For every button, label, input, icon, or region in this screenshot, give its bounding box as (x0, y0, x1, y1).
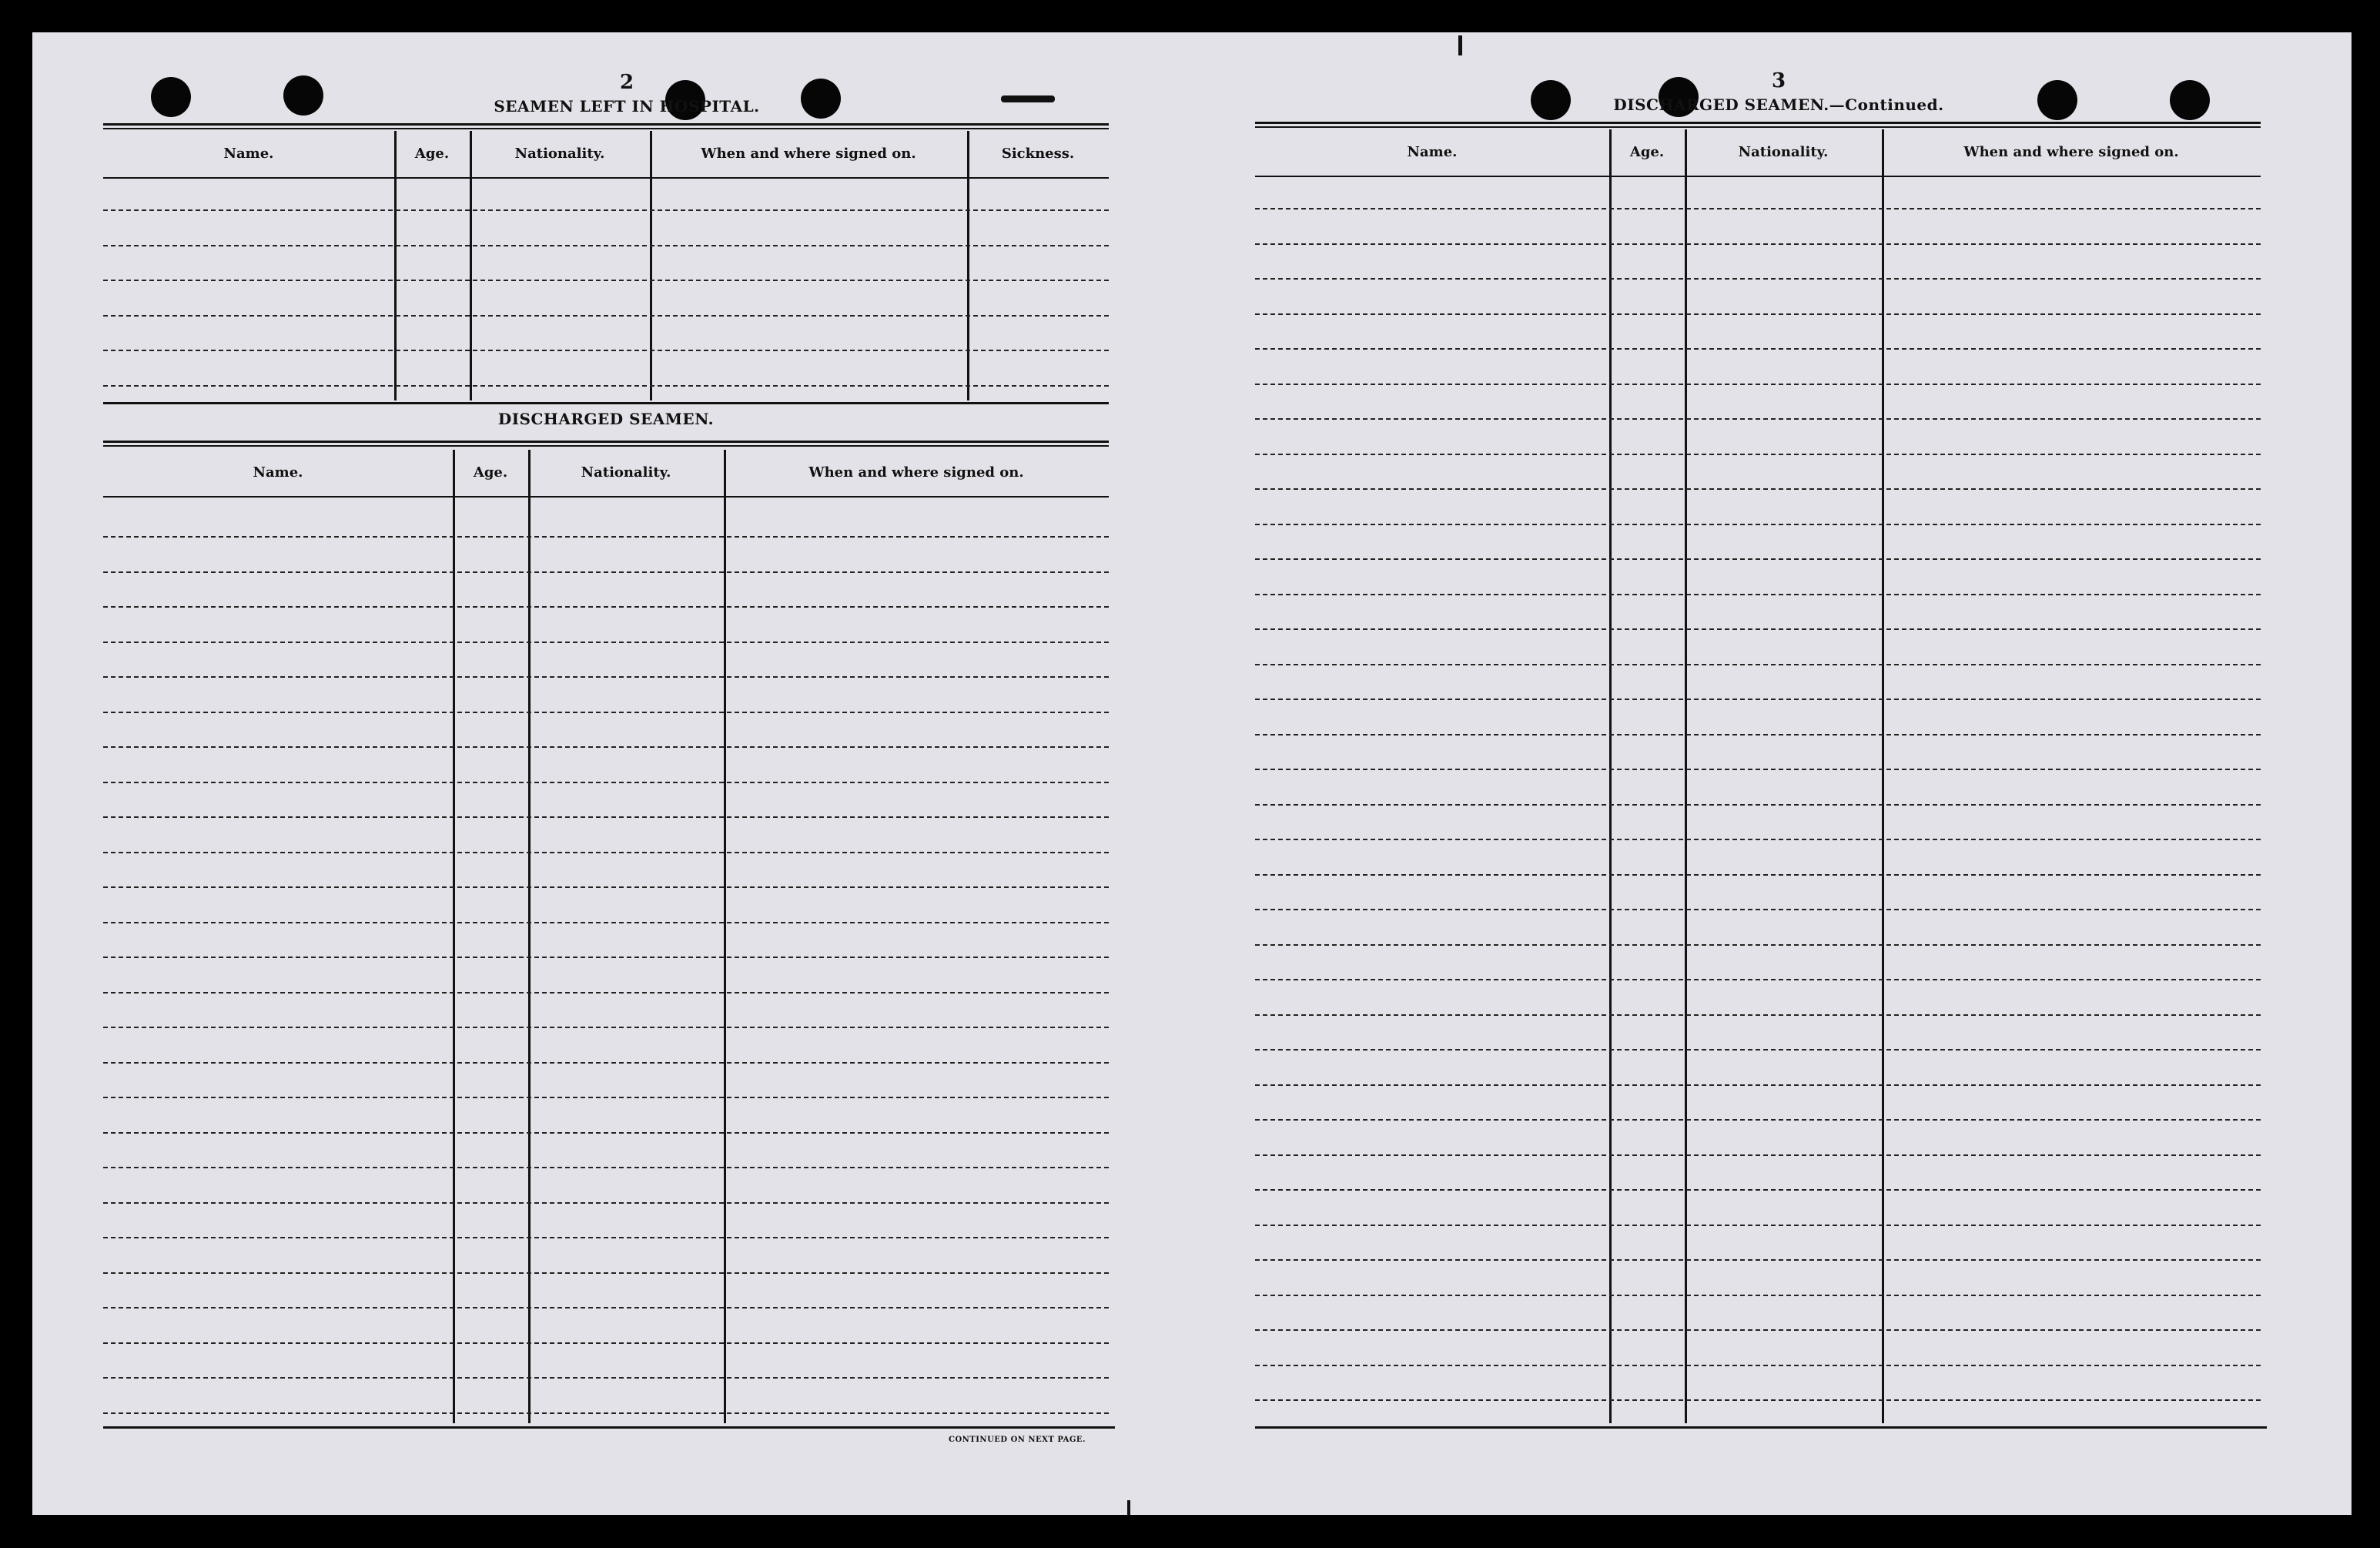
table-row (1255, 278, 2261, 280)
discharged-continued-table (1255, 129, 2261, 1423)
table-row (1255, 1189, 2261, 1191)
table-row (1255, 1014, 2261, 1016)
table-row (103, 852, 1109, 853)
table-row (103, 886, 1109, 888)
header-rule (103, 177, 1109, 179)
table-row (1255, 1329, 2261, 1331)
double-rule (103, 441, 1109, 443)
table-row (103, 1202, 1109, 1204)
table-row (1255, 558, 2261, 560)
table-row (103, 1342, 1109, 1344)
double-rule (103, 128, 1109, 129)
table-row (1255, 1049, 2261, 1050)
table-row (103, 1377, 1109, 1379)
table-row (1255, 664, 2261, 665)
table-row (1255, 979, 2261, 980)
table-row (103, 642, 1109, 643)
table-row (103, 350, 1109, 351)
column-divider (724, 450, 726, 1423)
table-row (103, 957, 1109, 958)
table-row (103, 536, 1109, 538)
table-row (1255, 699, 2261, 700)
table-row (103, 1237, 1109, 1238)
column-header-nationality: Nationality. (514, 146, 605, 162)
table-row (103, 1097, 1109, 1098)
hospital-table (103, 131, 1109, 400)
table-row (103, 922, 1109, 923)
hospital-section-title: SEAMEN LEFT IN HOSPITAL. (494, 97, 760, 116)
table-row (103, 315, 1109, 317)
page-number: 3 (1771, 69, 1786, 92)
column-header-sickness: Sickness. (1001, 146, 1075, 162)
column-divider (1685, 129, 1687, 1423)
column-divider (470, 131, 472, 400)
column-divider (394, 131, 397, 400)
table-row (1255, 1295, 2261, 1296)
column-header-age: Age. (1629, 144, 1665, 160)
header-rule (103, 496, 1109, 498)
table-row (1255, 418, 2261, 420)
table-row (1255, 1084, 2261, 1086)
discharged-table (103, 450, 1109, 1423)
column-divider (1882, 129, 1884, 1423)
fold-mark (1127, 1500, 1130, 1515)
table-row (103, 1132, 1109, 1134)
ink-smudge (1458, 35, 1462, 55)
column-divider (967, 131, 969, 400)
table-row (1255, 769, 2261, 770)
column-divider (453, 450, 455, 1423)
table-row (1255, 839, 2261, 840)
page-number: 2 (619, 71, 634, 94)
table-row (1255, 488, 2261, 490)
column-header-name: Name. (253, 464, 303, 481)
table-row (1255, 944, 2261, 946)
table-row (103, 571, 1109, 573)
table-row (103, 245, 1109, 246)
table-row (103, 1062, 1109, 1064)
table-row (1255, 804, 2261, 806)
table-row (1255, 348, 2261, 350)
column-header-signed-on: When and where signed on. (701, 146, 916, 162)
table-row (103, 992, 1109, 993)
table-row (103, 1027, 1109, 1028)
column-header-age: Age. (414, 146, 450, 162)
column-header-nationality: Nationality. (1738, 144, 1829, 160)
discharged-section-title: DISCHARGED SEAMEN. (497, 410, 715, 428)
table-row (103, 676, 1109, 678)
table-row (1255, 594, 2261, 595)
table-row (103, 209, 1109, 211)
column-header-signed-on: When and where signed on. (1963, 144, 2179, 160)
table-row (1255, 1225, 2261, 1226)
table-row (103, 1167, 1109, 1168)
double-rule (1255, 122, 2261, 124)
table-row (103, 1412, 1109, 1414)
column-header-signed-on: When and where signed on. (808, 464, 1024, 481)
table-row (1255, 243, 2261, 245)
table-row (1255, 1365, 2261, 1366)
left-page (103, 71, 1150, 1457)
table-row (1255, 208, 2261, 209)
discharged-continued-title: DISCHARGED SEAMEN.—Continued. (1613, 95, 1944, 114)
form-spread (32, 32, 2352, 1515)
table-row (1255, 734, 2261, 735)
double-rule (103, 445, 1109, 447)
header-rule (1255, 176, 2261, 177)
column-header-nationality: Nationality. (581, 464, 671, 481)
rule (103, 402, 1109, 404)
table-row (1255, 313, 2261, 315)
table-row (103, 280, 1109, 281)
column-header-name: Name. (223, 146, 274, 162)
column-divider (650, 131, 652, 400)
table-row (1255, 909, 2261, 910)
table-row (1255, 874, 2261, 876)
table-row (103, 385, 1109, 387)
bottom-rule (1255, 1426, 2267, 1429)
table-row (1255, 628, 2261, 630)
bottom-rule (103, 1426, 1115, 1429)
column-header-name: Name. (1407, 144, 1458, 160)
continued-footnote: CONTINUED ON NEXT PAGE. (949, 1436, 1086, 1444)
table-row (103, 1307, 1109, 1308)
table-row (1255, 1154, 2261, 1156)
table-row (1255, 1119, 2261, 1121)
double-rule (103, 123, 1109, 126)
column-divider (528, 450, 531, 1423)
column-header-age: Age. (473, 464, 508, 481)
table-row (103, 712, 1109, 713)
table-row (1255, 454, 2261, 455)
table-row (103, 782, 1109, 783)
table-row (103, 1272, 1109, 1274)
right-page (1255, 69, 2302, 1457)
table-row (1255, 1259, 2261, 1261)
table-row (103, 746, 1109, 748)
table-row (1255, 384, 2261, 385)
table-row (103, 606, 1109, 608)
table-row (1255, 1399, 2261, 1401)
double-rule (1255, 126, 2261, 128)
table-row (103, 816, 1109, 818)
column-divider (1609, 129, 1612, 1423)
table-row (1255, 524, 2261, 525)
